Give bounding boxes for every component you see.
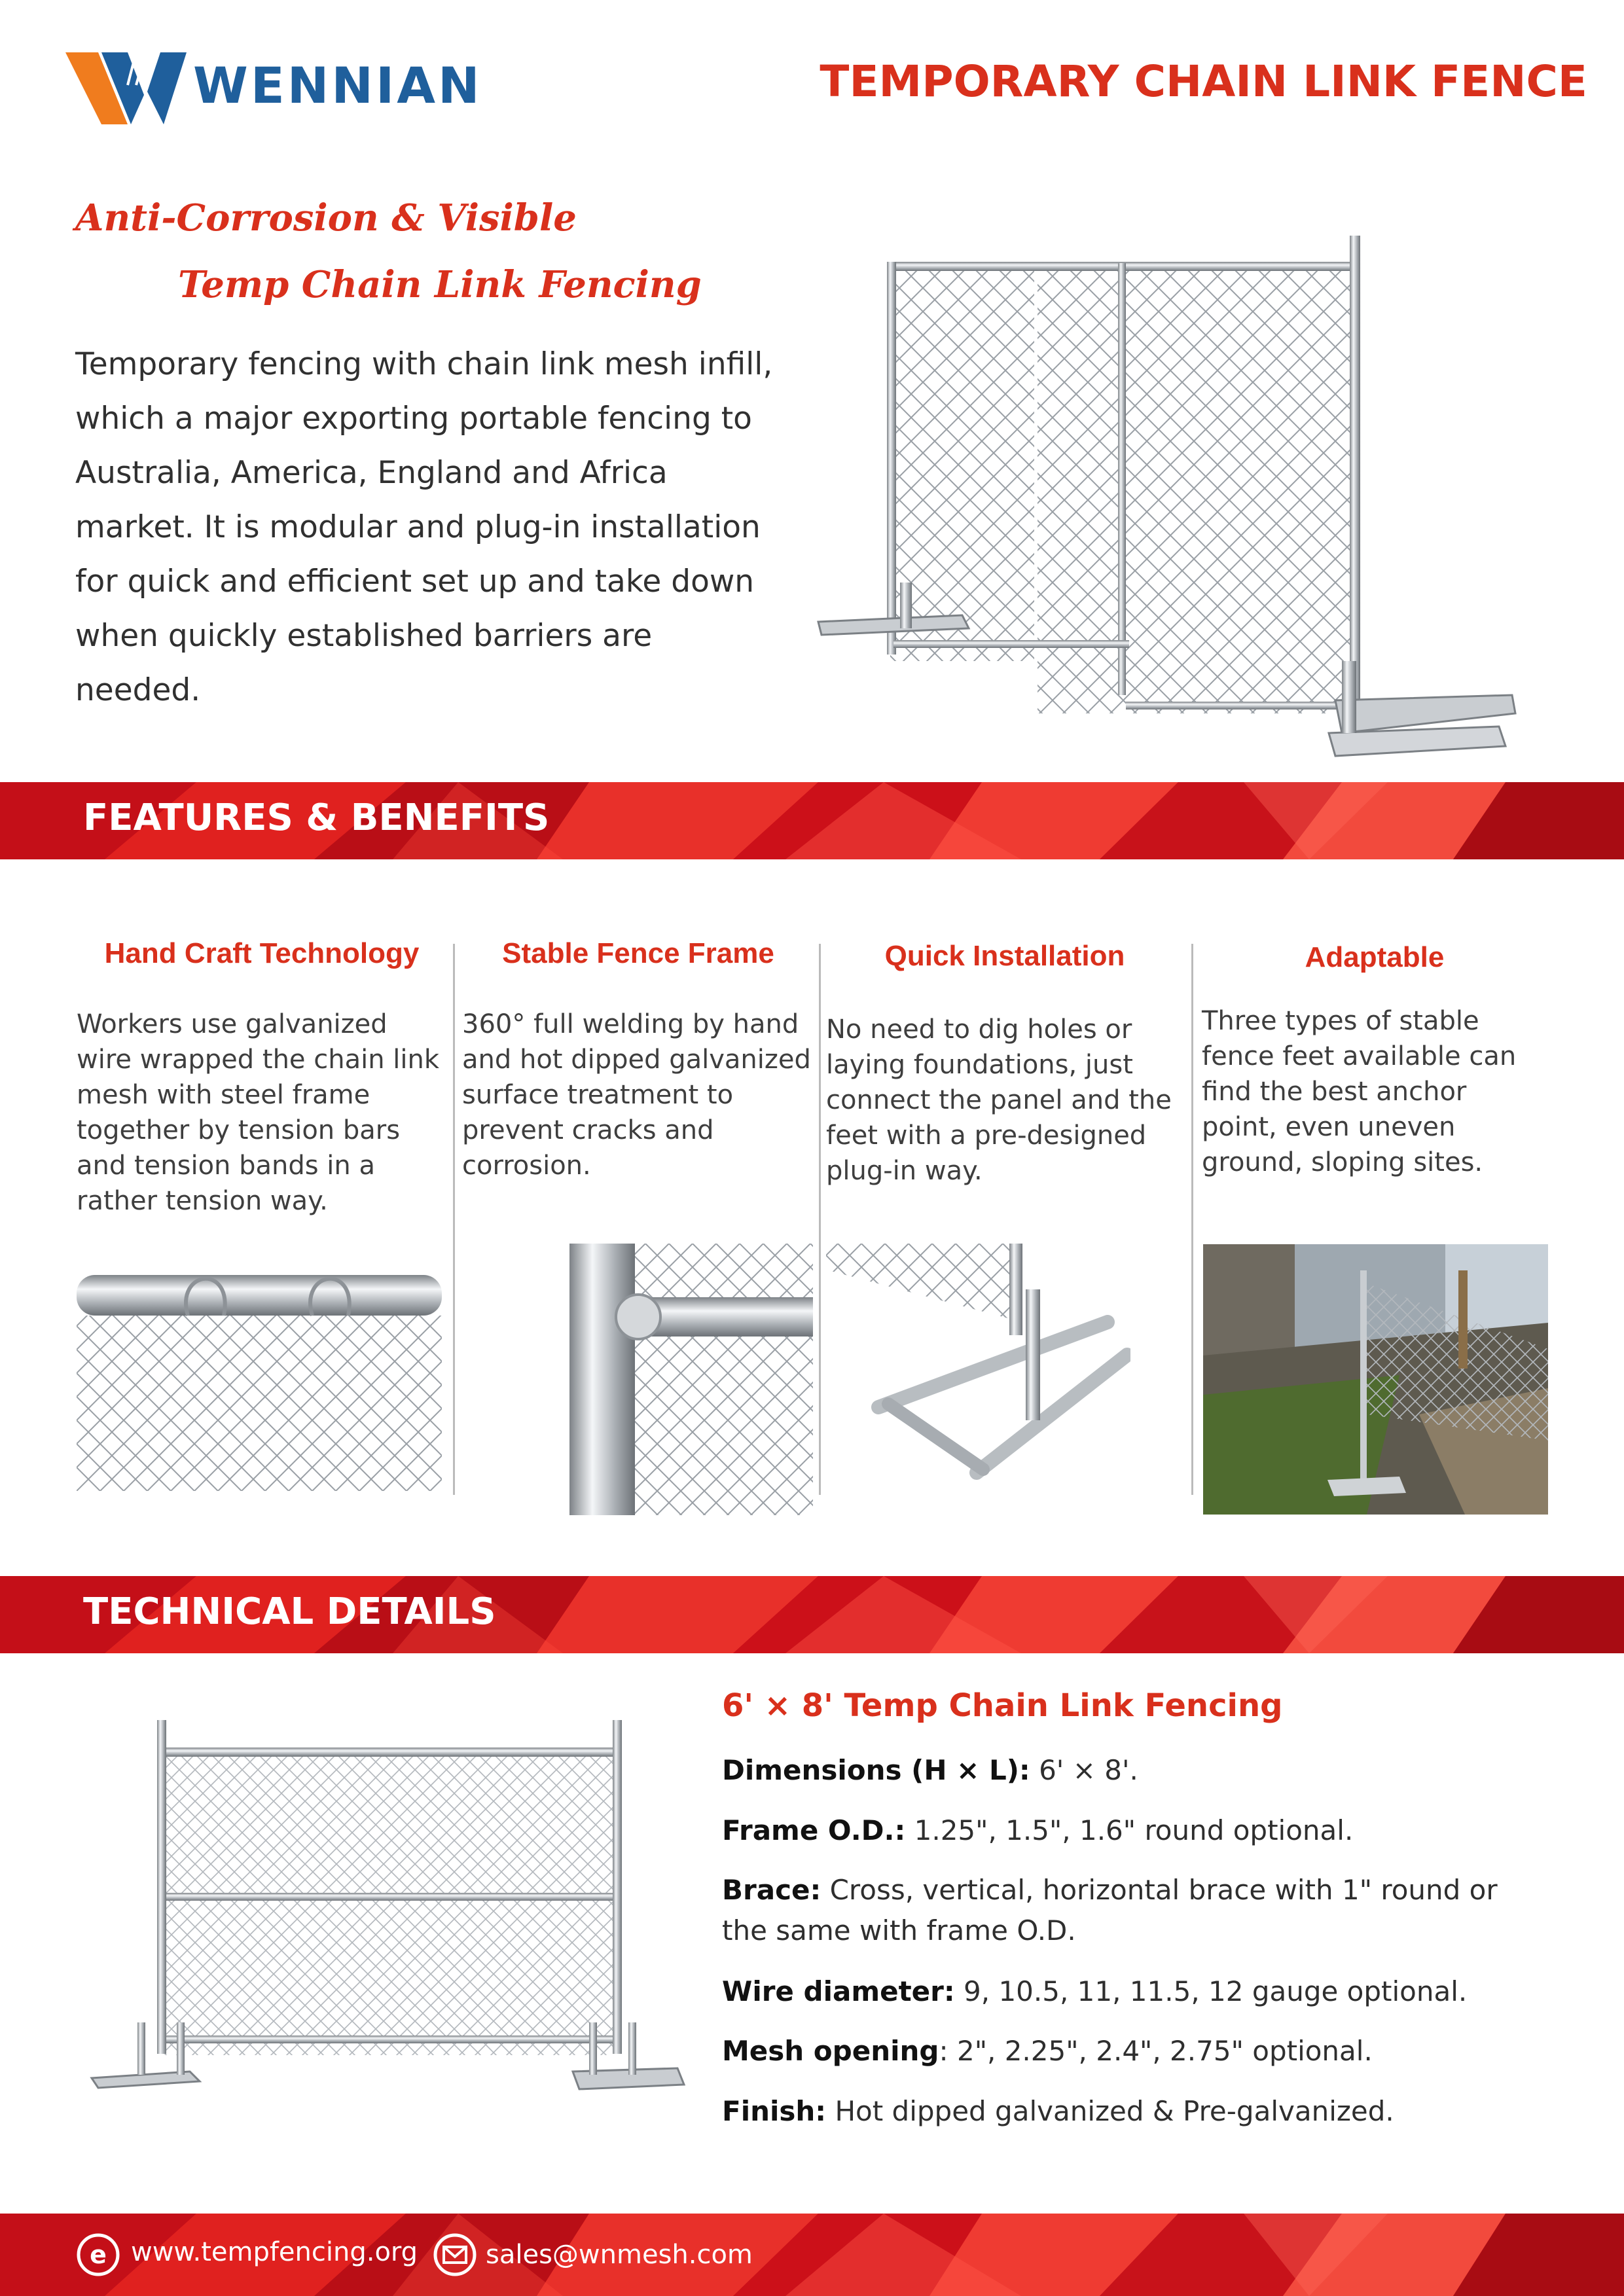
spec-label: Brace: [722, 1874, 821, 1906]
spec-value: 9, 10.5, 11, 11.5, 12 gauge optional. [954, 1975, 1468, 2007]
intro-heading-line1: Anti-Corrosion & Visible [75, 196, 577, 240]
technical-banner-title: TECHNICAL DETAILS [83, 1590, 496, 1633]
spec-label: Dimensions (H × L): [722, 1754, 1030, 1786]
spec-label: Finish: [722, 2095, 827, 2127]
spec-label: Wire diameter: [722, 1975, 955, 2007]
website-link[interactable]: www.tempfencing.org [131, 2237, 418, 2267]
logo-mark-icon [65, 39, 190, 131]
feature-title-hand-craft: Hand Craft Technology [104, 937, 420, 969]
spec-value: : 2", 2.25", 2.4", 2.75" optional. [939, 2035, 1373, 2067]
svg-text:e: e [90, 2240, 107, 2269]
spec-label: Frame O.D.: [722, 1814, 906, 1846]
feature-text-stable-frame: 360° full welding by hand and hot dipped galvanized surface treatment to prevent cracks and corrosion. [462, 1009, 811, 1181]
feature-title-adaptable: Adaptable [1305, 941, 1445, 973]
feature-image-stable-frame [563, 1244, 813, 1515]
technical-banner [0, 1576, 1624, 1653]
page-title: TEMPORARY CHAIN LINK FENCE [820, 56, 1587, 107]
spec-title: 6' × 8' Temp Chain Link Fencing [722, 1687, 1283, 1724]
spec-frame-od [722, 1810, 1560, 1851]
spec-value: 1.25", 1.5", 1.6" round optional. [905, 1814, 1354, 1846]
features-banner-title: FEATURES & BENEFITS [83, 797, 550, 839]
feature-text-hand-craft: Workers use galvanized wire wrapped the chain link mesh with steel frame together by tension bars and tension bands in a rather tension way. [77, 1009, 440, 1216]
website-icon [77, 2233, 120, 2276]
spec-mesh-opening [722, 2031, 1560, 2072]
spec-value: Hot dipped galvanized & Pre-galvanized. [826, 2095, 1394, 2127]
feature-image-hand-craft [77, 1244, 442, 1491]
feature-title-quick-installation: Quick Installation [884, 940, 1125, 972]
feature-text-adaptable: Three types of stable fence feet available can find the best anchor point, even uneven ground, sloping sites. [1202, 1006, 1517, 1177]
email-icon [433, 2233, 477, 2276]
spec-dimensions [722, 1750, 1560, 1791]
features-banner [0, 782, 1624, 859]
spec-finish [722, 2091, 1560, 2132]
spec-value: Cross, vertical, horizontal brace with 1" round or the same with frame O.D. [722, 1874, 1498, 1946]
column-divider [453, 944, 455, 1495]
column-divider [819, 944, 821, 1495]
feature-title-stable-frame: Stable Fence Frame [502, 937, 774, 969]
brand-name: WENNIAN [193, 56, 482, 115]
spec-value: 6' × 8'. [1030, 1754, 1138, 1786]
intro-heading-line2: Temp Chain Link Fencing [178, 263, 702, 306]
feature-text-quick-installation: No need to dig holes or laying foundations, just connect the panel and the feet with a pre-designed plug-in way. [826, 1014, 1172, 1186]
email-link[interactable]: sales@wnmesh.com [486, 2240, 753, 2270]
spec-brace [722, 1870, 1534, 1951]
technical-fence-drawing [85, 1715, 694, 2094]
hero-fence-image [805, 229, 1525, 766]
intro-body-text: Temporary fencing with chain link mesh infill, which a major exporting portable fencing to Australia, America, England and Africa market. It is modular and plug-in installation for quick and efficient set up and take down when quickly established barriers are needed. [75, 346, 773, 708]
spec-label: Mesh opening [722, 2035, 939, 2067]
feature-image-adaptable-site [1203, 1244, 1548, 1515]
spec-wire-diameter [722, 1971, 1560, 2012]
feature-image-quick-installation [826, 1244, 1130, 1486]
footer-banner [0, 2214, 1624, 2296]
column-divider [1191, 944, 1193, 1495]
